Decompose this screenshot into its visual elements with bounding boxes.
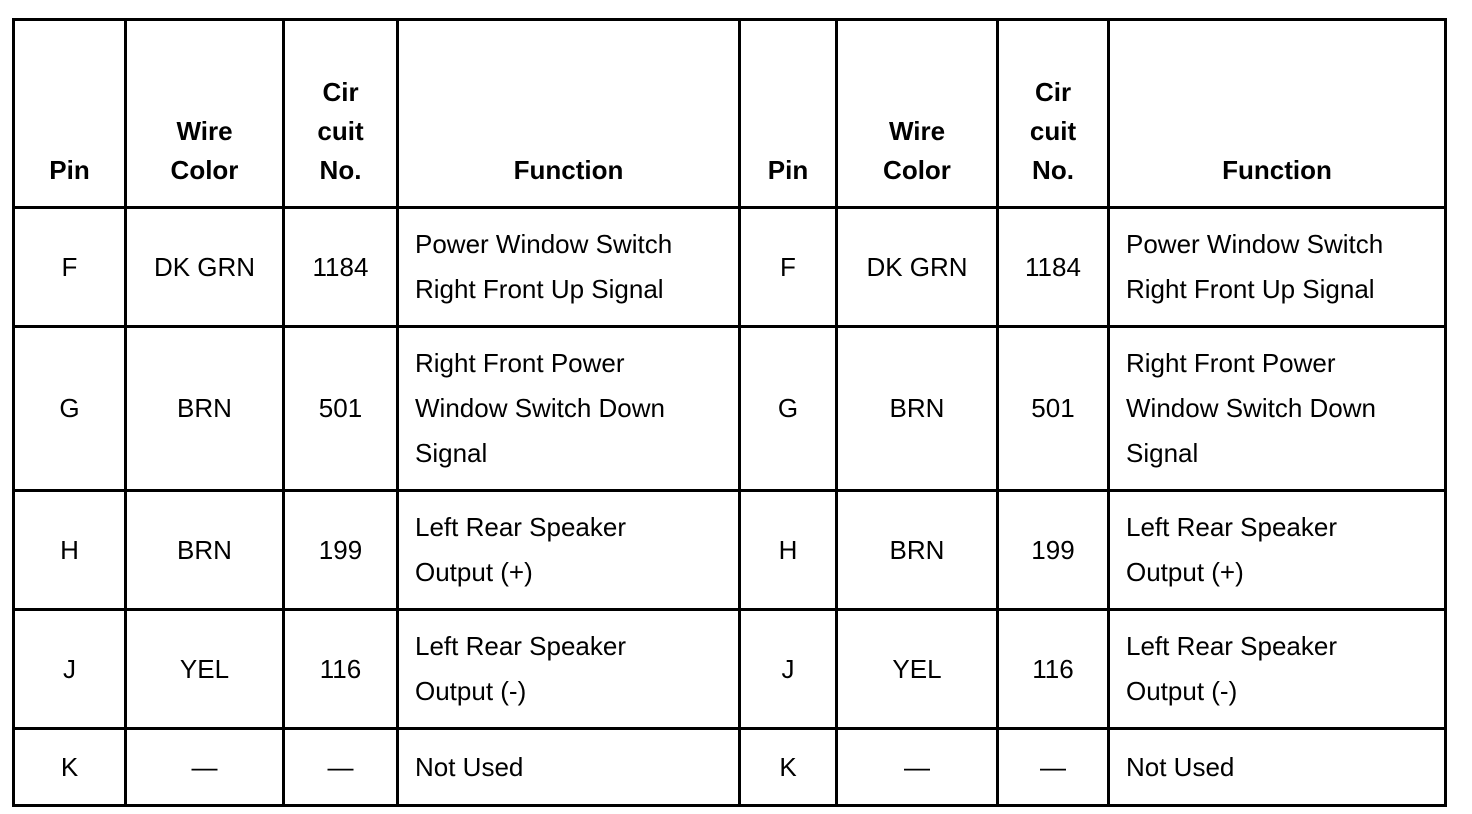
circuit-cell: 1184 — [284, 208, 398, 327]
pin-cell: G — [740, 327, 837, 491]
wire-color-cell: BRN — [126, 327, 284, 491]
wire-color-header-line-1: Wire — [176, 116, 233, 146]
wire-color-cell: BRN — [837, 491, 998, 610]
circuit-header-line-2: cuit — [1029, 116, 1077, 146]
circuit-header-line-1: Cir — [322, 77, 359, 107]
pin-header-text: Pin — [49, 155, 90, 185]
wire-color-header-left — [126, 20, 284, 208]
function-line: Left Rear Speaker — [1126, 512, 1338, 542]
circuit-header-left — [284, 20, 398, 208]
function-cell — [398, 327, 740, 491]
function-cell — [398, 610, 740, 729]
function-line: Power Window Switch — [1126, 229, 1384, 259]
pin-cell: H — [14, 491, 126, 610]
pin-cell: H — [740, 491, 837, 610]
circuit-cell: 501 — [284, 327, 398, 491]
wire-color-header-line-2: Color — [883, 155, 951, 185]
pin-header-right — [740, 20, 837, 208]
function-line: Right Front Up Signal — [1126, 274, 1375, 304]
function-header-left — [398, 20, 740, 208]
circuit-header-line-2: cuit — [317, 116, 364, 146]
table-row — [14, 610, 1446, 729]
function-line: Power Window Switch — [415, 229, 673, 259]
function-line: Right Front Up Signal — [415, 274, 664, 304]
function-line: Signal — [1126, 438, 1199, 468]
circuit-cell: — — [998, 729, 1109, 806]
function-line: Output (-) — [1126, 676, 1238, 706]
wire-color-header-line-1: Wire — [888, 116, 946, 146]
function-cell — [1109, 610, 1446, 729]
circuit-header-line-3: No. — [319, 155, 362, 185]
pin-cell: F — [14, 208, 126, 327]
wire-color-cell: DK GRN — [126, 208, 284, 327]
function-line: Left Rear Speaker — [415, 631, 627, 661]
pin-header-left — [14, 20, 126, 208]
circuit-header-line-3: No. — [1032, 155, 1074, 185]
circuit-cell: 501 — [998, 327, 1109, 491]
function-cell — [1109, 491, 1446, 610]
pin-cell: J — [14, 610, 126, 729]
function-line: Right Front Power — [1126, 348, 1336, 378]
pin-header-text: Pin — [767, 155, 809, 185]
function-cell — [398, 208, 740, 327]
table-row — [14, 729, 1446, 806]
wire-color-cell: — — [837, 729, 998, 806]
header-row — [14, 20, 1446, 208]
circuit-cell: 116 — [284, 610, 398, 729]
table-row — [14, 208, 1446, 327]
circuit-cell: 1184 — [998, 208, 1109, 327]
table-row — [14, 327, 1446, 491]
function-cell — [1109, 729, 1446, 806]
function-line: Window Switch Down — [415, 393, 665, 423]
function-line: Not Used — [1126, 751, 1235, 782]
wire-color-header-right — [837, 20, 998, 208]
circuit-cell: — — [284, 729, 398, 806]
circuit-cell: 199 — [998, 491, 1109, 610]
wire-color-header-line-2: Color — [170, 155, 239, 185]
function-cell — [398, 729, 740, 806]
wire-color-cell: — — [126, 729, 284, 806]
wire-color-cell: DK GRN — [837, 208, 998, 327]
wire-color-cell: BRN — [837, 327, 998, 491]
function-line: Output (+) — [415, 557, 533, 587]
function-line: Window Switch Down — [1126, 393, 1376, 423]
pin-cell: J — [740, 610, 837, 729]
function-header-text: Function — [513, 155, 624, 185]
function-cell — [1109, 208, 1446, 327]
wire-color-cell: YEL — [126, 610, 284, 729]
function-line: Not Used — [415, 751, 524, 782]
circuit-cell: 116 — [998, 610, 1109, 729]
function-cell — [398, 491, 740, 610]
function-line: Output (+) — [1126, 557, 1244, 587]
connector-pinout-table — [12, 18, 1447, 807]
function-header-text: Function — [1222, 155, 1332, 185]
pin-cell: G — [14, 327, 126, 491]
pin-cell: F — [740, 208, 837, 327]
function-line: Right Front Power — [415, 348, 625, 378]
wire-color-cell: YEL — [837, 610, 998, 729]
table-row — [14, 491, 1446, 610]
pin-cell: K — [14, 729, 126, 806]
circuit-header-right — [998, 20, 1109, 208]
circuit-cell: 199 — [284, 491, 398, 610]
function-line: Left Rear Speaker — [415, 512, 627, 542]
function-line: Signal — [415, 438, 488, 468]
pin-cell: K — [740, 729, 837, 806]
wire-color-cell: BRN — [126, 491, 284, 610]
circuit-header-line-1: Cir — [1034, 77, 1072, 107]
function-line: Output (-) — [415, 676, 527, 706]
function-header-right — [1109, 20, 1446, 208]
function-line: Left Rear Speaker — [1126, 631, 1338, 661]
function-cell — [1109, 327, 1446, 491]
